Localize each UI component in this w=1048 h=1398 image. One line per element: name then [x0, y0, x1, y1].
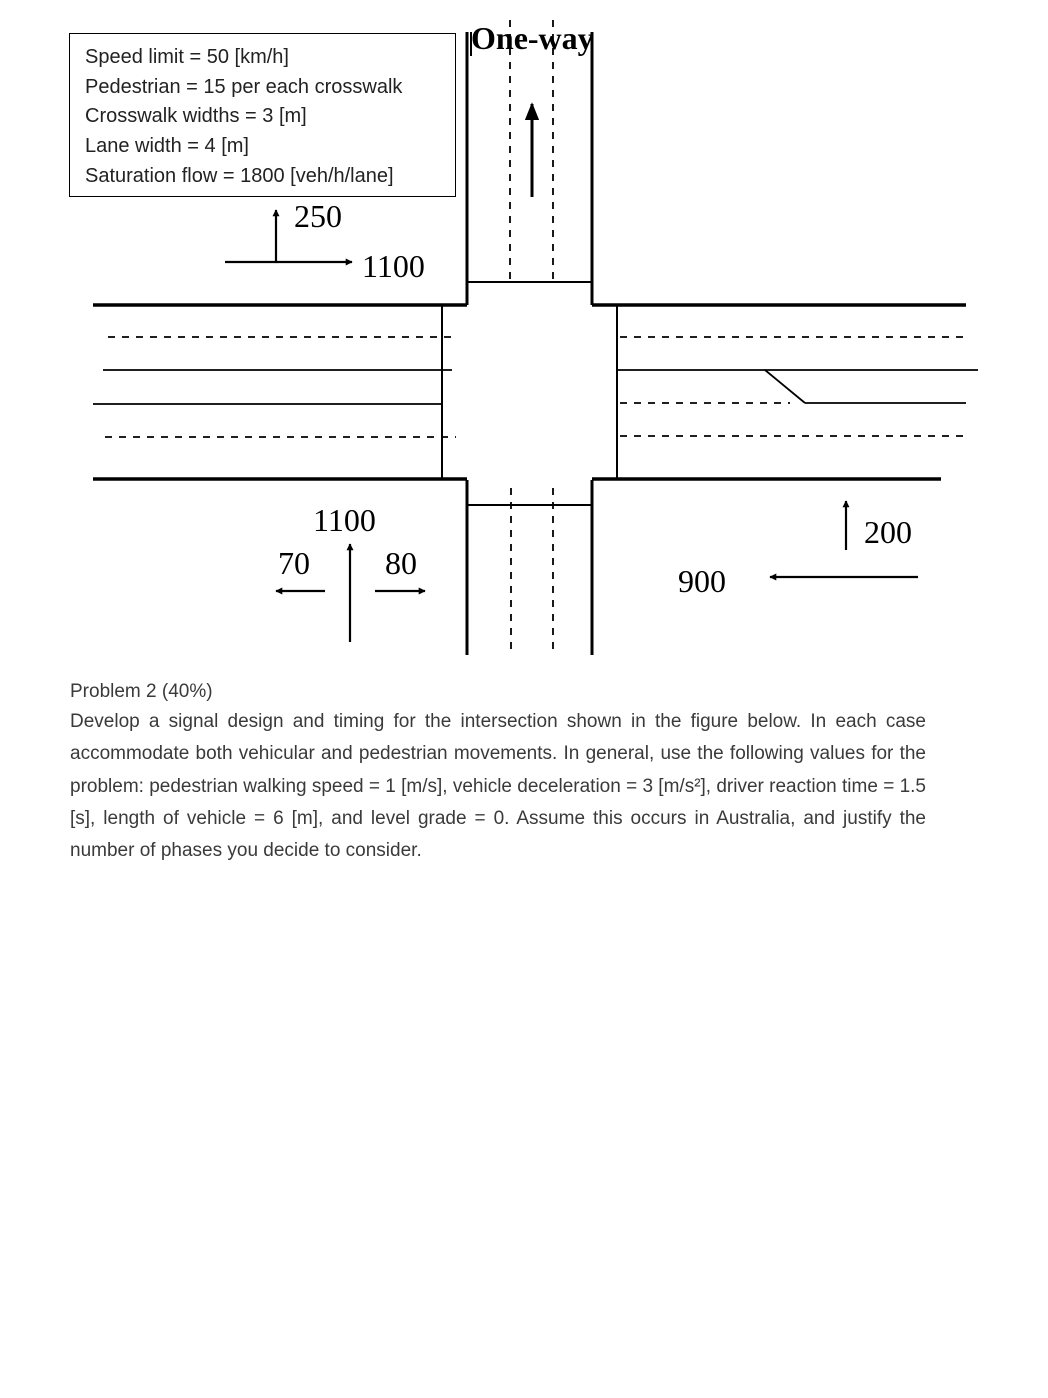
pedestrian-volume: Pedestrian = 15 per each crosswalk [85, 75, 403, 98]
west-left-turn-arrow [225, 210, 276, 262]
north-leg [467, 20, 592, 305]
one-way-label: One-way [471, 20, 594, 56]
south-left-volume: 70 [278, 545, 310, 581]
problem-statement [70, 706, 926, 867]
problem-heading: Problem 2 (40%) [70, 681, 213, 702]
west-through-volume: 1100 [362, 248, 425, 284]
south-through-volume: 1100 [313, 502, 376, 538]
west-leg [93, 305, 467, 479]
problem-text: Develop a signal design and timing for the intersection shown in the figure below. In each case accommodate both vehicular and pedestrian movements. In general, use the following values for the problem: pedestrian walking speed = 1 [m/s], vehicle deceleration = 3 [m/s²], driver reaction time = 1.5 [s], length of vehicle = 6 [m], and level grade = 0. Assume this occurs in Australia, and justify the number of phases you decide to consider. [70, 711, 926, 862]
crosswalk-widths: Crosswalk widths = 3 [m] [85, 105, 307, 128]
west-left-volume: 250 [294, 198, 342, 234]
east-leg [592, 305, 978, 479]
speed-limit: Speed limit = 50 [km/h] [85, 46, 289, 68]
given-values-box [69, 33, 456, 197]
south-right-volume: 80 [385, 545, 417, 581]
saturation-flow: Saturation flow = 1800 [veh/h/lane] [85, 164, 394, 187]
east-right-volume: 200 [864, 514, 912, 550]
movement-arrows [225, 210, 918, 642]
south-leg [467, 480, 592, 655]
east-through-volume: 900 [678, 563, 726, 599]
lane-width: Lane width = 4 [m] [85, 135, 249, 158]
